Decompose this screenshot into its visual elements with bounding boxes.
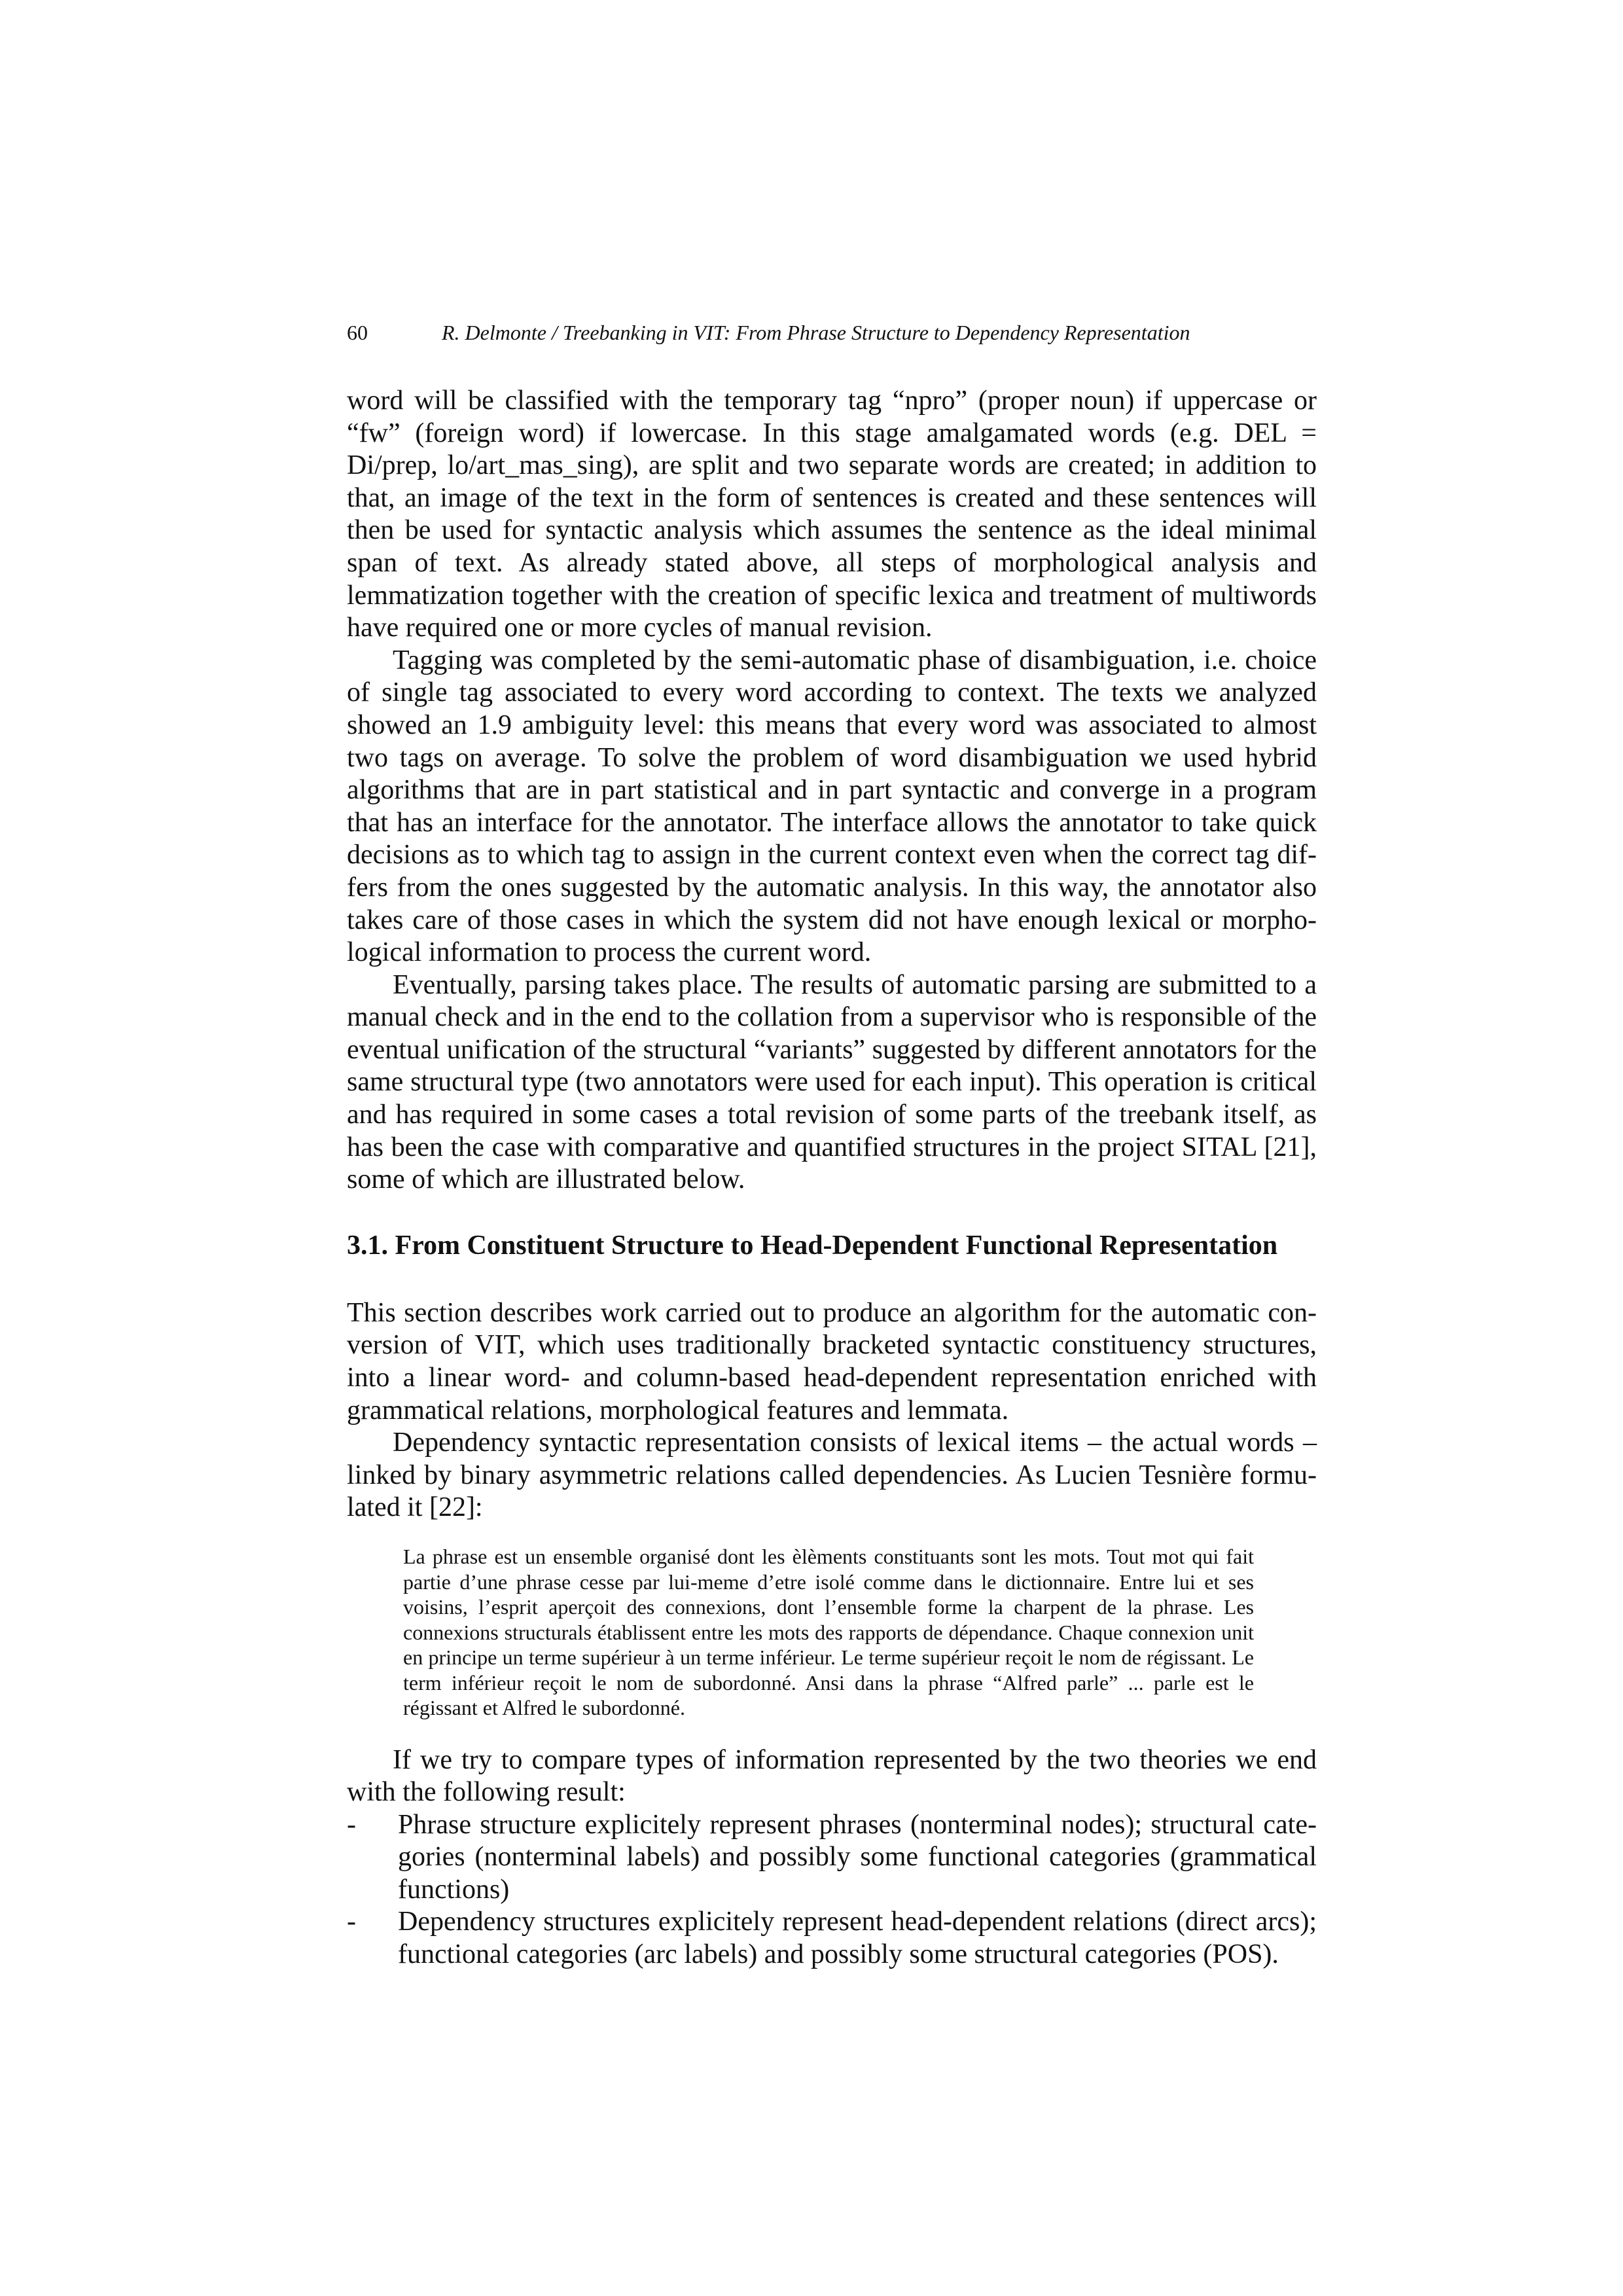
paragraph-5: Dependency syntactic representation consists of lexical items – the actual words – linked by binary asymmetric relations called dependencies. As Lucien Tesnière formulated it [22]:	[347, 1427, 1317, 1523]
body-text	[347, 385, 1317, 1971]
paragraph-1: word will be classified with the temporary tag “npro” (proper noun) if uppercase or “fw” (foreign word) if lowercase. In this stage amalgamated words (e.g. DEL = Di/prep, lo/art_mas_sing), are split and two separate words are created; in addition to that, an image of the text in the form of sentences is created and these sentences will then be used for syntactic analysis which assumes the sentence as the ideal minimal span of text. As already stated above, all steps of morphological analysis and lemmatization together with the creation of specific lexica and treatment of multiwords have required one or more cycles of manual revision.	[347, 386, 1317, 643]
comparison-list	[347, 1809, 1317, 1971]
page-number: 60	[347, 321, 368, 344]
tesniere-quote: La phrase est un ensemble organisé dont les èlèments constituants sont les mots. Tout mot qui fait partie d’une phrase cesse par lui-meme d’etre isolé comme dans le dictionnaire. Entre lui et ses voisins, l’esprit aperçoit des connexions, dont l’ensemble forme la charpent de la phrase. Les connexions structurals établissent entre les mots des rapports de dépendance. Chaque connexion unit en principe un terme supérieur à un terme inférieur. Le terme supérieur reçoit le nom de régissant. Le term inférieur reçoit le nom de subordonné. Ansi dans la phrase “Alfred parle” ... parle est le régissant et Alfred le subordonné.	[403, 1545, 1254, 1719]
running-title: R. Delmonte / Treebanking in VIT: From Phrase Structure to Dependency Representation	[442, 321, 1190, 344]
running-head	[347, 313, 1276, 352]
list-item	[347, 1906, 1317, 1971]
list-item-text: Dependency structures explicitely represent head-dependent relations (direct arcs); functional categories (arc labels) and possibly some structural categories (POS).	[398, 1907, 1317, 1970]
paragraph-2: Tagging was completed by the semi-automatic phase of disambiguation, i.e. choice of single tag associated to every word according to context. The texts we analyzed showed an 1.9 ambiguity level: this means that every word was associated to almost two tags on average. To solve the problem of word disambiguation we used hybrid algorithms that are in part statistical and in part syntactic and converge in a program that has an interface for the annotator. The interface allows the annotator to take quick decisions as to which tag to assign in the current context even when the correct tag differs from the ones suggested by the automatic analysis. In this way, the annotator also takes care of those cases in which the system did not have enough lexical or morphological information to process the current word.	[347, 645, 1317, 968]
paragraph-3: Eventually, parsing takes place. The results of automatic parsing are submitted to a manual check and in the end to the collation from a supervisor who is responsible of the eventual unification of the structural “variants” suggested by different annotators for the same structural type (two annotators were used for each input). This operation is critical and has required in some cases a total revision of some parts of the treebank itself, as has been the case with comparative and quantified structures in the project SITAL [21], some of which are illustrated below.	[347, 969, 1317, 1195]
paragraph-6: If we try to compare types of information represented by the two theories we end with the following result:	[347, 1744, 1317, 1808]
list-item-text: Phrase structure explicitely represent phrases (nonterminal nodes); structural categories (nonterminal labels) and possibly some functional categories (grammatical functions)	[398, 1809, 1317, 1905]
list-item	[347, 1809, 1317, 1907]
paragraph-4: This section describes work carried out to produce an algorithm for the automatic conversion of VIT, which uses traditionally bracketed syntactic constituency structures, into a linear word- and column-based head-dependent representation enriched with grammatical relations, morphological features and lemmata.	[347, 1297, 1317, 1426]
list-bullet: -	[347, 1907, 356, 1937]
list-bullet: -	[347, 1809, 356, 1840]
section-heading: 3.1. From Constituent Structure to Head-Dependent Functional Representation	[347, 1230, 1278, 1261]
